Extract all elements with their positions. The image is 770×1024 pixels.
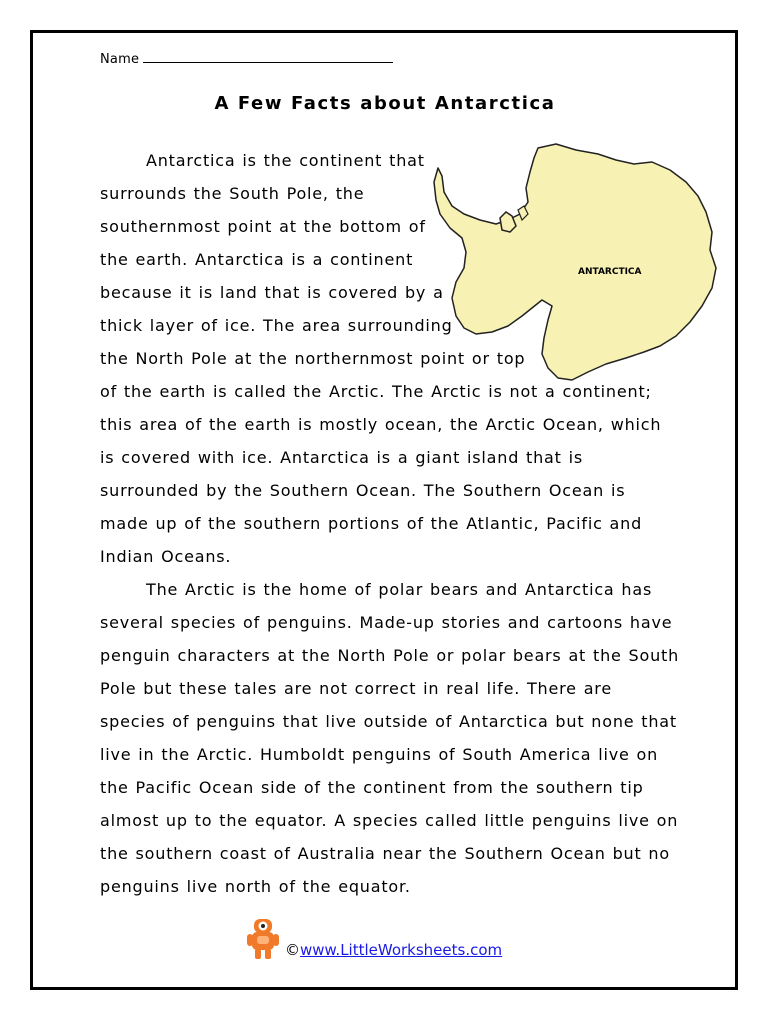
- paragraph-2: The Arctic is the home of polar bears and Antarctica has several species of penguins. Made-up stories and cartoons have penguin characters at the North Pole or polar bears at the South Pole but these tales are not correct in real life. There are species of penguins that live outside of Antarctica but none that live in the Arctic. Humboldt penguins of South America live on the Pacific Ocean side of the continent from the southern tip almost up to the equator. A species called little penguins live on the southern coast of Australia near the Southern Ocean but no penguins live north of the equator.: [100, 580, 680, 896]
- website-link[interactable]: www.LittleWorksheets.com: [300, 941, 503, 959]
- footer: [245, 915, 502, 963]
- map-float-spacer: [432, 144, 724, 359]
- map-label: ANTARCTICA: [578, 267, 642, 277]
- worksheet-title: A Few Facts about Antarctica: [214, 93, 556, 114]
- monster-mascot-icon: [245, 916, 281, 962]
- name-field[interactable]: [100, 49, 393, 67]
- copyright-symbol: ©: [285, 941, 300, 959]
- footer-text: [285, 941, 502, 959]
- paragraph-1: Antarctica is the continent that surrounds the South Pole, the southernmost point at the bottom of the earth. Antarctica is a continent because it is land that is covered by a thick layer of ice. The area surrounding the North Pole at the northernmost point or top of the earth is called the Arctic. The Arctic is not a continent; this area of the earth is mostly ocean, the Arctic Ocean, which is covered with ice. Antarctica is a giant island that is surrounded by the Southern Ocean. The Southern Ocean is made up of the southern portions of the Atlantic, Pacific and Indian Oceans.: [100, 151, 662, 566]
- worksheet-body: [100, 144, 680, 903]
- name-label: Name: [100, 52, 140, 67]
- name-blank-line[interactable]: [143, 49, 393, 63]
